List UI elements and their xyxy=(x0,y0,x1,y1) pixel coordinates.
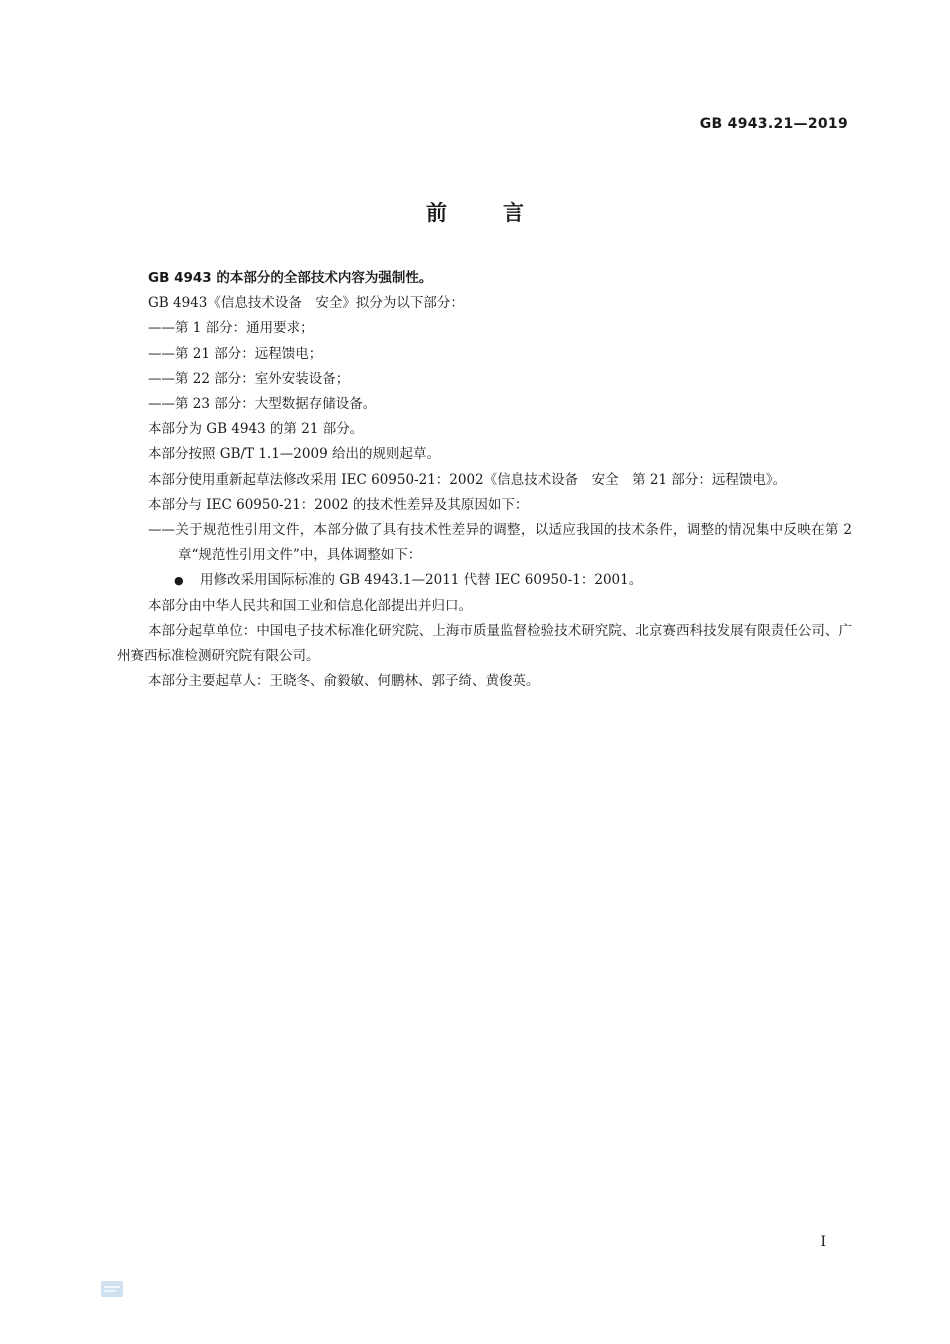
watermark-logo-icon xyxy=(100,1278,124,1300)
foreword-body xyxy=(117,266,852,694)
bullet-item-replacement xyxy=(117,568,852,593)
paragraph-differences: 本部分与 IEC 60950-21：2002 的技术性差异及其原因如下： xyxy=(148,496,529,513)
paragraph-drafting-rules: 本部分按照 GB/T 1.1—2009 给出的规则起草。 xyxy=(148,446,440,463)
paragraph-parts-intro: GB 4943《信息技术设备 安全》拟分为以下部分： xyxy=(148,295,464,312)
paragraph-adoption: 本部分使用重新起草法修改采用 IEC 60950-21：2002《信息技术设备 安全 第 21 部分：远程馈电》。 xyxy=(148,471,787,488)
paragraph-part-number: 本部分为 GB 4943 的第 21 部分。 xyxy=(148,421,364,438)
page-number: I xyxy=(820,1234,826,1250)
list-item-part-22: ——第 22 部分：室外安装设备； xyxy=(148,370,350,387)
paragraph-drafters: 本部分主要起草人：王晓冬、俞毅敏、何鹏林、郭子绮、黄俊英。 xyxy=(148,673,540,690)
bullet-icon: ● xyxy=(174,574,184,588)
paragraph-mandatory: GB 4943 的本部分的全部技术内容为强制性。 xyxy=(148,270,433,286)
paragraph-drafting-units: 本部分起草单位：中国电子技术标准化研究院、上海市质量监督检验技术研究院、北京赛西科技发展有限责任公司、广州赛西标准检测研究院有限公司。 xyxy=(117,622,852,665)
list-item-part-23: ——第 23 部分：大型数据存储设备。 xyxy=(148,396,377,413)
paragraph-proposer: 本部分由中华人民共和国工业和信息化部提出并归口。 xyxy=(148,597,472,614)
page-title: 前言 xyxy=(426,201,580,225)
list-item-part-1: ——第 1 部分：通用要求； xyxy=(148,320,314,337)
standard-code: GB 4943.21—2019 xyxy=(699,116,848,132)
bullet-text: 用修改采用国际标准的 GB 4943.1—2011 代替 IEC 60950-1：2001。 xyxy=(200,572,643,589)
list-item-part-21: ——第 21 部分：远程馈电； xyxy=(148,345,323,362)
list-item-normative-refs: ——关于规范性引用文件，本部分做了具有技术性差异的调整，以适应我国的技术条件，调整的情况集中反映在第 2 章“规范性引用文件”中，具体调整如下： xyxy=(148,522,852,564)
